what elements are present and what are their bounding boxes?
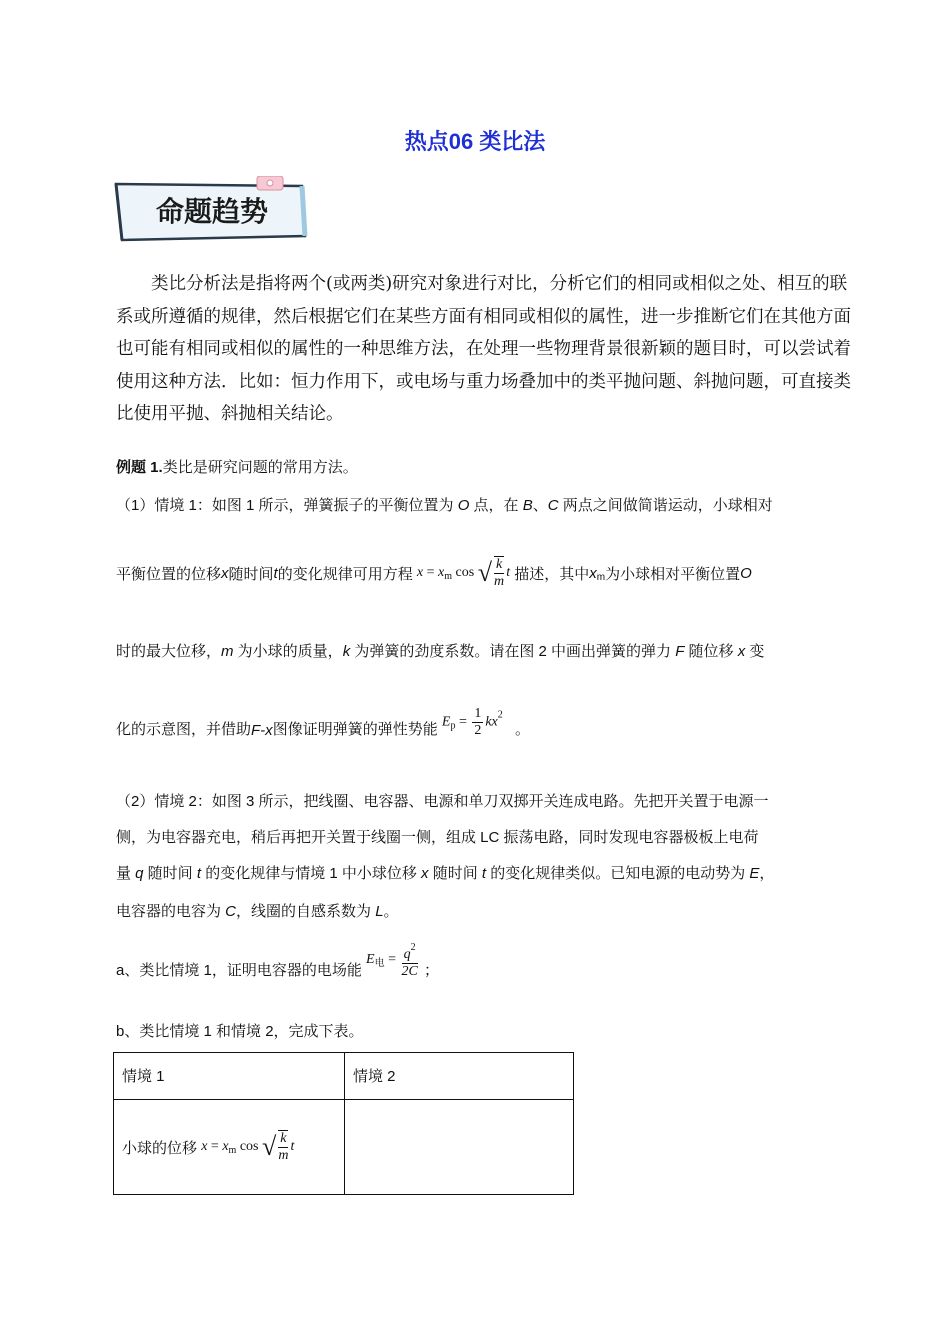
page-title: 热点06 类比法 [404,129,546,154]
part1-line4: 化的示意图，并借助F-x图像证明弹簧的弹性势能 $E_p$ = $\frac{1}{2}$ $kx^2$ 。 [116,706,530,739]
intro-text: 类比分析法是指将两个(或两类)研究对象进行对比，分析它们的相同或相似之处、相互的联系或所遵循的规律，然后根据它们在某些方面有相同或相似的属性，进一步推断它们在其他方面也可能有相同或相似的属性的一种思维方法，在处理一些物理背景很新颖的题目时，可以尝试着使用这种方法．比如：恒力作用下，或电场与重力场叠加中的类平抛问题、斜抛问题，可直接类比使用平抛、斜抛相关结论。 [116,274,851,424]
example-heading [116,456,358,477]
table-header-row [114,1053,574,1100]
table-cell: 小球的位移 $x = x_m$ cos √ $\frac{k}{m}$ t [114,1100,345,1195]
section-banner [112,176,312,246]
electric-energy-formula: $E_电$ = $\frac{q^2}{2C}$ [366,942,418,979]
table-header-cell: 情境 1 [114,1053,345,1100]
elastic-energy-formula: $E_p$ = $\frac{1}{2}$ $kx^2$ [441,706,503,738]
table-displacement-formula: $x = x_m$ cos √ $\frac{k}{m}$ t [201,1131,295,1163]
displacement-formula: $x = x_m$ cos √ $\frac{k}{m}$ t [416,557,511,589]
part1-line2: 平衡位置的位移x随时间t的变化规律可用方程 $x = x_m$ cos √ $\frac{k}{m}$ t 描述，其中$x_m$为小球相对平衡位置O [116,557,752,589]
table-row [114,1100,574,1195]
part2-line4: 电容器的电容为 C，线圈的自感系数为 L。 [116,903,399,920]
example-label: 例题 1. [116,459,163,476]
part1-line1: （1）情境 1：如图 1 所示，弹簧振子的平衡位置为 O 点，在 B、C 两点之间做简谐运动，小球相对 [116,497,773,514]
example-intro: 类比是研究问题的常用方法。 [162,459,358,476]
intro-paragraph [116,268,856,431]
part2-line2: 侧，为电容器充电，稍后再把开关置于线圈一侧，组成 LC 振荡电路，同时发现电容器极板上电荷 [116,829,759,846]
task-b: b、类比情境 1 和情境 2，完成下表。 [116,1023,364,1040]
task-a: a、类比情境 1，证明电容器的电场能 $E_电$ = $\frac{q^2}{2C}$ ； [116,942,440,979]
banner-text: 命题趋势 [155,195,269,228]
part2-line3: 量 q 随时间 t 的变化规律与情境 1 中小球位移 x 随时间 t 的变化规律类似。已知电源的电动势为 E， [116,865,775,882]
table-cell [345,1100,574,1195]
comparison-table [113,1052,574,1195]
part2-line1: （2）情境 2：如图 3 所示，把线圈、电容器、电源和单刀双掷开关连成电路。先把开关置于电源一 [116,793,769,810]
part1-line3: 时的最大位移，m 为小球的质量，k 为弹簧的劲度系数。请在图 2 中画出弹簧的弹力 F 随位移 x 变 [116,643,765,660]
table-header-cell: 情境 2 [345,1053,574,1100]
